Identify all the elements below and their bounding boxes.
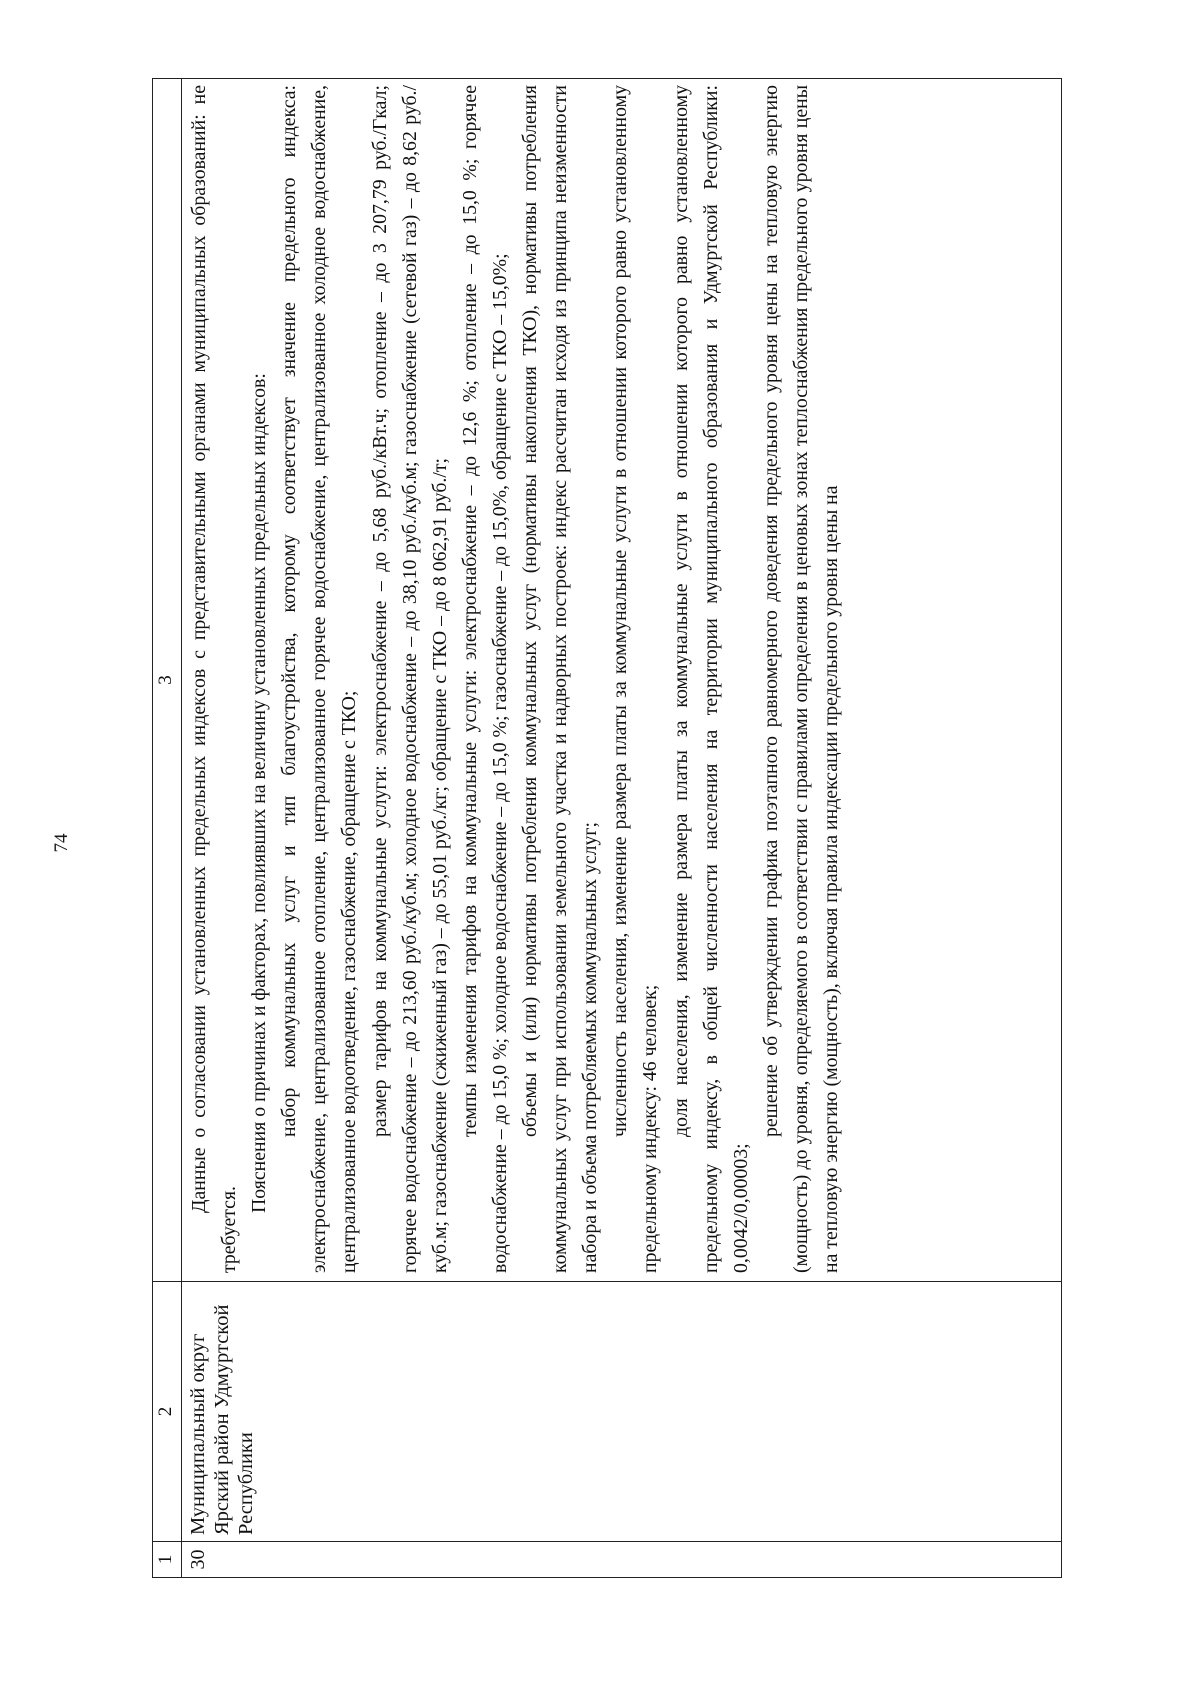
paragraph-service-set: набор коммунальных услуг и тип благоустройства, которому соответствует значение предельного индекса: электроснабжение, централизованное отопление, централизованное горячее водоснабжение, централизованное холодное водоснабжение, централизованное водоотведение, газоснабжение, обращение с ТКО;	[278, 85, 361, 1273]
paragraph-heat-price-schedule: решение об утверждении графика поэтапного равномерного доведения предельного уровня цены на тепловую энергию (мощность) до уровня, определяемого в соответствии с правилами определения в ценовых зонах теплоснабжения предельного уровня цены на тепловую энергию (мощность), включая правила индексации предельного уровня цены на	[759, 85, 842, 1273]
table-row	[182, 79, 1062, 1578]
paragraph-population-count: численность населения, изменение размера платы за коммунальные услуги в отношении которого равно установленному предельному индексу: 46 человек;	[609, 85, 662, 1273]
page-number: 74	[51, 833, 72, 853]
paragraph-population-share: доля населения, изменение размера платы за коммунальные услуги в отношении которого равно установленному предельному индексу, в общей численности населения на территории муниципального образования и Удмуртской Республики: 0,0042/0,00003;	[669, 85, 752, 1273]
paragraph-tariff-rates: темпы изменения тарифов на коммунальные услуги: электроснабжение – до 12,6 %; отопление – до 15,0 %; горячее водоснабжение – до 15,0 %; холодное водоснабжение – до 15,0 %; газоснабжение – до 15,0%, обращение с ТКО – 15,0%;	[458, 85, 511, 1273]
rotated-table-frame	[152, 78, 1062, 1578]
paragraph-explanations: Пояснения о причинах и факторах, повлиявших на величину установленных предельных индексов:	[248, 373, 271, 1213]
document-table	[152, 78, 1062, 1578]
row-number: 30	[182, 1542, 1062, 1578]
municipality-name: Муниципальный округ Ярский район Удмуртской Республики	[182, 1282, 1062, 1542]
header-cell-1: 1	[153, 1542, 182, 1578]
header-cell-3: 3	[153, 79, 182, 1282]
paragraph-consumption-volumes: объемы и (или) нормативы потребления коммунальных услуг (нормативы накопления ТКО), нормативы потребления коммунальных услуг при использовании земельного участка и надворных построек: индекс рассчитан исходя из принципа неизменности набора и объема потребляемых коммунальных услуг;	[519, 85, 602, 1273]
paragraph-approval: Данные о согласовании установленных предельных индексов с представительными органами муниципальных образований: не требуется.	[188, 85, 241, 1273]
description-cell	[182, 79, 1062, 1282]
paragraph-tariff-sizes: размер тарифов на коммунальные услуги: электроснабжение – до 5,68 руб./кВт.ч; отопление – до 3 207,79 руб./Гкал; горячее водоснабжение – до 213,60 руб./куб.м; холодное водоснабжение – до 38,10 руб./куб.м; газоснабжение (сетевой газ) – до 8,62 руб./куб.м; газоснабжение (сжиженный газ) – до 55,01 руб./кг; обращение с ТКО – до 8 062,91 руб./т;	[368, 85, 451, 1273]
header-cell-2: 2	[153, 1282, 182, 1542]
table-header-row	[153, 79, 182, 1578]
